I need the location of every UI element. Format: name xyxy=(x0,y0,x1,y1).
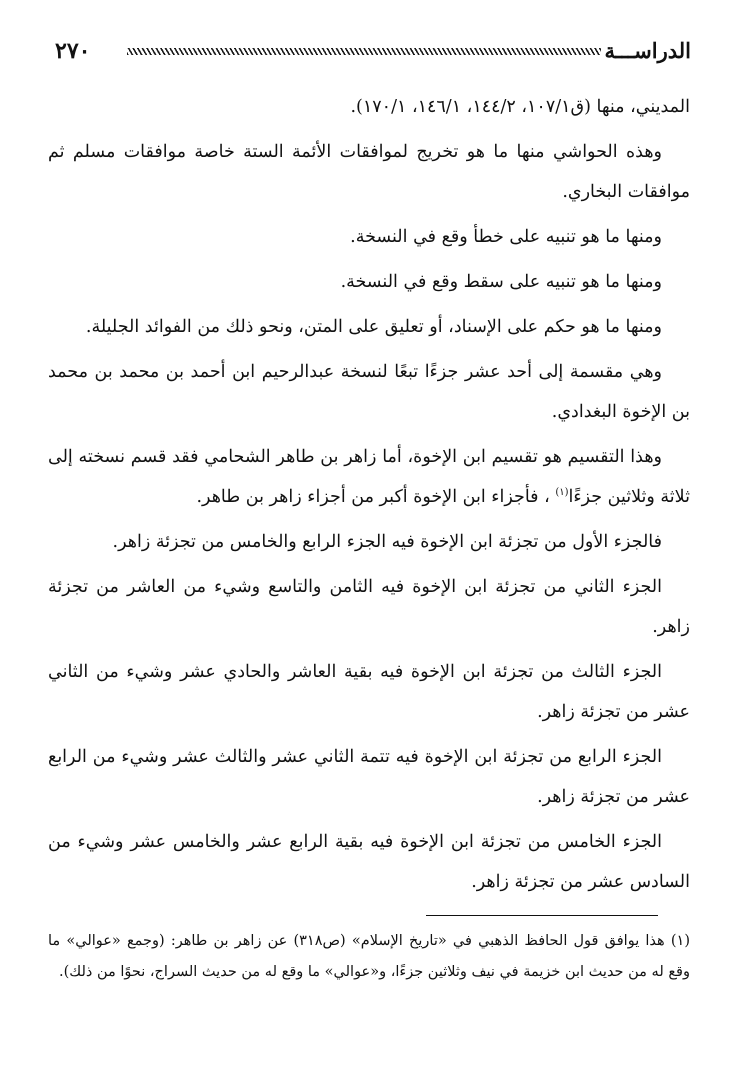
paragraph: المديني، منها (ق١٠٧/١، ١٤٤/٢، ١٤٦/١، ١٧٠/١). xyxy=(350,97,690,117)
footnotes xyxy=(48,926,690,988)
paragraph: ومنها ما هو تنبيه على سقط وقع في النسخة. xyxy=(340,272,662,292)
footnote-reference[interactable]: (١) xyxy=(555,487,569,499)
paragraph-text: وهذا التقسيم هو تقسيم ابن الإخوة، أما زاهر بن طاهر الشحامي فقد قسم نسخته إلى ثلاثة وثلاثين جزءًا xyxy=(48,447,690,507)
main-text xyxy=(48,87,690,907)
footnote: (١) هذا يوافق قول الحافظ الذهبي في «تاريخ الإسلام» (ص٣١٨) عن زاهر بن طاهر: (وجمع «عوالي» ما وقع له من حديث ابن خزيمة في نيف وثلاثين جزءًا، و«عوالي» ما وقع له من حديث السراج، نحوًا من ذلك). xyxy=(48,933,690,980)
paragraph: ومنها ما هو حكم على الإسناد، أو تعليق على المتن، ونحو ذلك من الفوائد الجليلة. xyxy=(85,317,662,337)
section-title: الدراســـة xyxy=(604,38,691,63)
part-paragraph: فالجزء الأول من تجزئة ابن الإخوة فيه الجزء الرابع والخامس من تجزئة زاهر. xyxy=(112,532,662,552)
part-paragraph: الجزء الرابع من تجزئة ابن الإخوة فيه تتمة الثاني عشر والثالث عشر وشيء من الرابع عشر من تجزئة زاهر. xyxy=(48,747,690,807)
part-paragraph: الجزء الثالث من تجزئة ابن الإخوة فيه بقية العاشر والحادي عشر وشيء من الثاني عشر من تجزئة زاهر. xyxy=(48,662,690,722)
page-number: ٢٧٠ xyxy=(55,38,91,64)
paragraph: ومنها ما هو تنبيه على خطأ وقع في النسخة. xyxy=(350,227,662,247)
part-paragraph: الجزء الثاني من تجزئة ابن الإخوة فيه الثامن والتاسع وشيء من العاشر من تجزئة زاهر. xyxy=(48,577,690,637)
paragraph-text: ، فأجزاء ابن الإخوة أكبر من أجزاء زاهر بن طاهر. xyxy=(196,487,550,507)
part-paragraph: الجزء الخامس من تجزئة ابن الإخوة فيه بقية الرابع عشر والخامس عشر وشيء من السادس عشر من تجزئة زاهر. xyxy=(48,832,690,892)
footnote-separator xyxy=(426,915,658,916)
paragraph: وهذه الحواشي منها ما هو تخريج لموافقات الأئمة الستة خاصة موافقات مسلم ثم موافقات البخاري. xyxy=(48,142,690,202)
paragraph-with-footnote xyxy=(48,437,690,517)
page-header xyxy=(55,36,691,66)
paragraph: وهي مقسمة إلى أحد عشر جزءًا تبعًا لنسخة عبدالرحيم ابن أحمد بن محمد بن محمد بن الإخوة البغدادي. xyxy=(48,362,690,422)
header-decorative-rule xyxy=(127,48,601,55)
